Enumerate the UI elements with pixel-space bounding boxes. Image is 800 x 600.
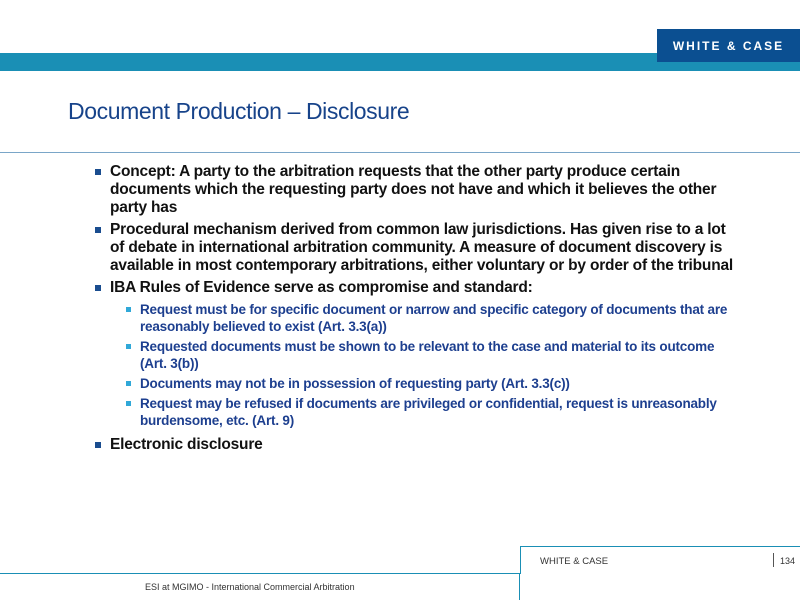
sub-bullet-text: Documents may not be in possession of requesting party (Art. 3.3(c)) xyxy=(140,376,570,391)
page-number: 134 xyxy=(780,556,796,566)
sub-bullet-text: Request must be for specific document or narrow and specific category of documents that are reasonably believed to exist (Art. 3.3(a)) xyxy=(140,302,728,334)
white-case-logo: WHITE & CASE xyxy=(657,29,800,62)
square-bullet-icon xyxy=(95,169,101,175)
square-bullet-icon xyxy=(126,344,131,349)
footer-separator xyxy=(773,553,774,567)
square-bullet-icon xyxy=(95,227,101,233)
bullet-text: IBA Rules of Evidence serve as compromise and standard: xyxy=(110,279,533,296)
sub-bullet-text: Requested documents must be shown to be relevant to the case and material to its outcome (Art. 3(b)) xyxy=(140,339,715,371)
square-bullet-icon xyxy=(126,401,131,406)
bullet-text: Procedural mechanism derived from common law jurisdictions. Has given rise to a lot of debate in international arbitration community. A measure of document discovery is available in most contemporary arbitrations, either voluntary or by order of the tribunal xyxy=(110,221,733,274)
square-bullet-icon xyxy=(126,381,131,386)
sub-bullet-item xyxy=(122,301,742,335)
bullet-text: Concept: A party to the arbitration requests that the other party produce certain documents which the requesting party does not have and which it believes the other party has xyxy=(110,163,717,216)
footer-course-text: ESI at MGIMO - International Commercial Arbitration xyxy=(145,582,355,592)
sub-bullet-item xyxy=(122,375,742,392)
sub-bullet-item xyxy=(122,338,742,372)
slide-title: Document Production – Disclosure xyxy=(68,98,410,124)
square-bullet-icon xyxy=(95,442,101,448)
footer-brand: WHITE & CASE xyxy=(540,556,609,567)
sub-bullet-text: Request may be refused if documents are privileged or confidential, request is unreasonably burdensome, etc. (Art. 9) xyxy=(140,396,717,428)
square-bullet-icon xyxy=(126,307,131,312)
bullet-item xyxy=(92,163,742,217)
sub-bullet-item xyxy=(122,395,742,429)
bullet-item xyxy=(92,221,742,275)
slide-content xyxy=(92,163,742,458)
bullet-text: Electronic disclosure xyxy=(110,436,263,453)
bullet-item xyxy=(92,279,742,297)
title-rule xyxy=(0,152,800,153)
bullet-item xyxy=(92,436,742,454)
square-bullet-icon xyxy=(95,285,101,291)
